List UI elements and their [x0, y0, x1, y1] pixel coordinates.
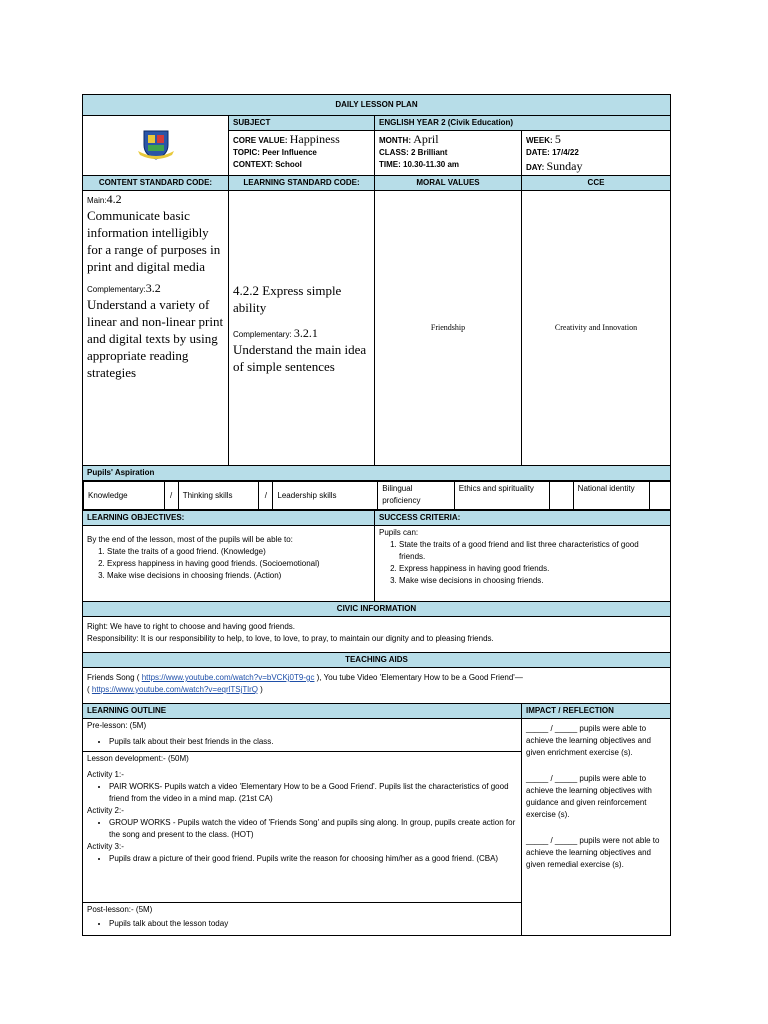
comp-text: Understand a variety of linear and non-linear print and digital texts by using appropriate reading strategies: [87, 297, 224, 380]
post-lesson-item: • Pupils talk about the lesson today: [109, 918, 517, 930]
month: April: [413, 132, 439, 146]
week-label: WEEK:: [526, 136, 553, 145]
objective-item: 1. State the traits of a good friend. (Knowledge): [107, 546, 370, 558]
impact-item: _____ / _____ pupils were able to achieve the learning objectives and given enrichment exercise (s).: [526, 724, 651, 757]
aspiration-knowledge: Knowledge: [84, 482, 165, 510]
main-label: Main:: [87, 196, 107, 205]
aids-prefix-2: (: [87, 685, 92, 694]
aspiration-mark-2: /: [259, 482, 273, 510]
teaching-aids-header: TEACHING AIDS: [83, 653, 671, 668]
learning-standard-header: LEARNING STANDARD CODE:: [229, 176, 375, 191]
week: 5: [554, 132, 561, 146]
class: CLASS: 2 Brilliant: [379, 148, 448, 157]
cce-value: Creativity and Innovation: [522, 191, 671, 466]
context: CONTEXT: School: [233, 160, 302, 169]
post-lesson-block: [83, 903, 521, 935]
aspiration-empty-2: [650, 482, 670, 510]
day-label: DAY:: [526, 163, 545, 172]
civic-cell: [83, 617, 671, 653]
objective-item: 2. Express happiness in having good friends. (Socioemotional): [107, 558, 370, 570]
ls-comp-text: Understand the main idea of simple sentences: [233, 341, 367, 374]
aspiration-thinking: Thinking skills: [178, 482, 259, 510]
ls-main-text: 4.2.2 Express simple ability: [233, 282, 342, 315]
activity-3-label: Activity 3:-: [87, 842, 124, 851]
moral-value: Friendship: [375, 191, 522, 466]
aspiration-mark-1: /: [164, 482, 178, 510]
page-title: DAILY LESSON PLAN: [83, 95, 671, 116]
ls-comp-code: 3.2.1: [293, 325, 318, 340]
main-code: 4.2: [106, 192, 122, 206]
development-block: [83, 752, 521, 903]
activity-2-label: Activity 2:-: [87, 806, 124, 815]
core-value-cell: [229, 131, 375, 176]
objectives-header: LEARNING OBJECTIVES:: [83, 511, 375, 526]
outline-cell: [83, 719, 522, 936]
lesson-plan-table: [82, 94, 671, 936]
aspiration-row: [83, 481, 671, 511]
success-item: 3. Make wise decisions in choosing friends.: [399, 575, 666, 587]
impact-cell: [522, 719, 671, 936]
success-item: 1. State the traits of a good friend and list three characteristics of good friends.: [399, 539, 666, 563]
learning-standard-cell: [229, 191, 375, 466]
logo-cell: [83, 116, 229, 176]
success-item: 2. Express happiness in having good friends.: [399, 563, 666, 575]
success-cell: [375, 526, 671, 602]
civic-header: CIVIC INFORMATION: [83, 602, 671, 617]
date: DATE: 17/4/22: [526, 148, 579, 157]
activity-2-item: • GROUP WORKS - Pupils watch the video of 'Friends Song' and pupils sing along. In group, pupils create action for the song and present to the class. (HOT): [109, 817, 517, 841]
pre-lesson-block: [83, 719, 521, 752]
aspiration-empty-1: [549, 482, 573, 510]
week-cell: [522, 131, 671, 176]
content-standard-cell: [83, 191, 229, 466]
moral-values-header: MORAL VALUES: [375, 176, 522, 191]
aids-middle: ), You tube Video 'Elementary How to be a Good Friend'—: [314, 673, 523, 682]
ls-comp-label: Complementary:: [233, 329, 292, 339]
comp-code: 3.2: [145, 281, 161, 295]
comp-label: Complementary:: [87, 285, 146, 294]
aids-prefix: Friends Song (: [87, 673, 142, 682]
good-friend-video-link[interactable]: https://www.youtube.com/watch?v=eqrlTSjTlrQ: [91, 685, 258, 694]
teaching-aids-cell: [83, 668, 671, 704]
month-label: MONTH:: [379, 136, 411, 145]
civic-responsibility: Responsibility: It is our responsibility to help, to love, to love, to pray, to maintain our dignity and to pleasing friends.: [87, 634, 494, 643]
pre-lesson-item: • Pupils talk about their best friends in the class.: [109, 736, 517, 748]
aspiration-ethics: Ethics and spirituality: [454, 482, 549, 510]
aspiration-header: Pupils' Aspiration: [83, 466, 671, 481]
outline-header: LEARNING OUTLINE: [83, 704, 522, 719]
civic-right: Right: We have to right to choose and having good friends.: [87, 622, 295, 631]
aspiration-national: National identity: [573, 482, 650, 510]
success-list: [379, 539, 666, 587]
activity-3-item: • Pupils draw a picture of their good friend. Pupils write the reason for choosing him/her as a good friend. (CBA): [109, 853, 517, 865]
impact-header: IMPACT / REFLECTION: [522, 704, 671, 719]
core-value: Happiness: [289, 132, 340, 146]
content-standard-header: CONTENT STANDARD CODE:: [83, 176, 229, 191]
school-crest-logo-icon: [136, 127, 176, 161]
day: Sunday: [546, 159, 583, 173]
subject-label: SUBJECT: [229, 116, 375, 131]
core-value-label: CORE VALUE:: [233, 136, 288, 145]
objectives-cell: [83, 526, 375, 602]
aspiration-table: [83, 481, 670, 510]
objectives-intro: By the end of the lesson, most of the pupils will be able to:: [87, 535, 293, 544]
time: TIME: 10.30-11.30 am: [379, 160, 460, 169]
success-intro: Pupils can:: [379, 528, 419, 537]
subject-value: ENGLISH YEAR 2 (Civik Education): [375, 116, 671, 131]
impact-item: _____ / _____ pupils were able to achieve the learning objectives with guidance and given reinforcement exercise (s).: [526, 774, 652, 819]
aids-suffix: ): [257, 685, 263, 694]
pre-lesson-label: Pre-lesson: (5M): [87, 721, 147, 730]
friends-song-link[interactable]: https://www.youtube.com/watch?v=bVCKj0T9-gc: [141, 673, 315, 682]
impact-item: _____ / _____ pupils were not able to achieve the learning objectives and given remedial exercise (s).: [526, 836, 660, 869]
success-header: SUCCESS CRITERIA:: [375, 511, 671, 526]
activity-1-item: • PAIR WORKS- Pupils watch a video 'Elementary How to be a Good Friend'. Pupils list the characteristics of good friend from the video in a mind map. (21st CA): [109, 781, 517, 805]
aspiration-leadership: Leadership skills: [273, 482, 378, 510]
month-cell: [375, 131, 522, 176]
development-label: Lesson development:- (50M): [87, 754, 189, 763]
aspiration-bilingual: Bilingual proficiency: [378, 482, 455, 510]
cce-header: CCE: [522, 176, 671, 191]
objectives-list: [87, 546, 370, 582]
main-text: Communicate basic information intelligibly for a range of purposes in print and digital media: [87, 208, 221, 274]
objective-item: 3. Make wise decisions in choosing friends. (Action): [107, 570, 370, 582]
activity-1-label: Activity 1:-: [87, 770, 124, 779]
post-lesson-label: Post-lesson:- (5M): [87, 905, 153, 914]
topic: TOPIC: Peer Influence: [233, 148, 317, 157]
lesson-plan-sheet: [82, 94, 670, 936]
